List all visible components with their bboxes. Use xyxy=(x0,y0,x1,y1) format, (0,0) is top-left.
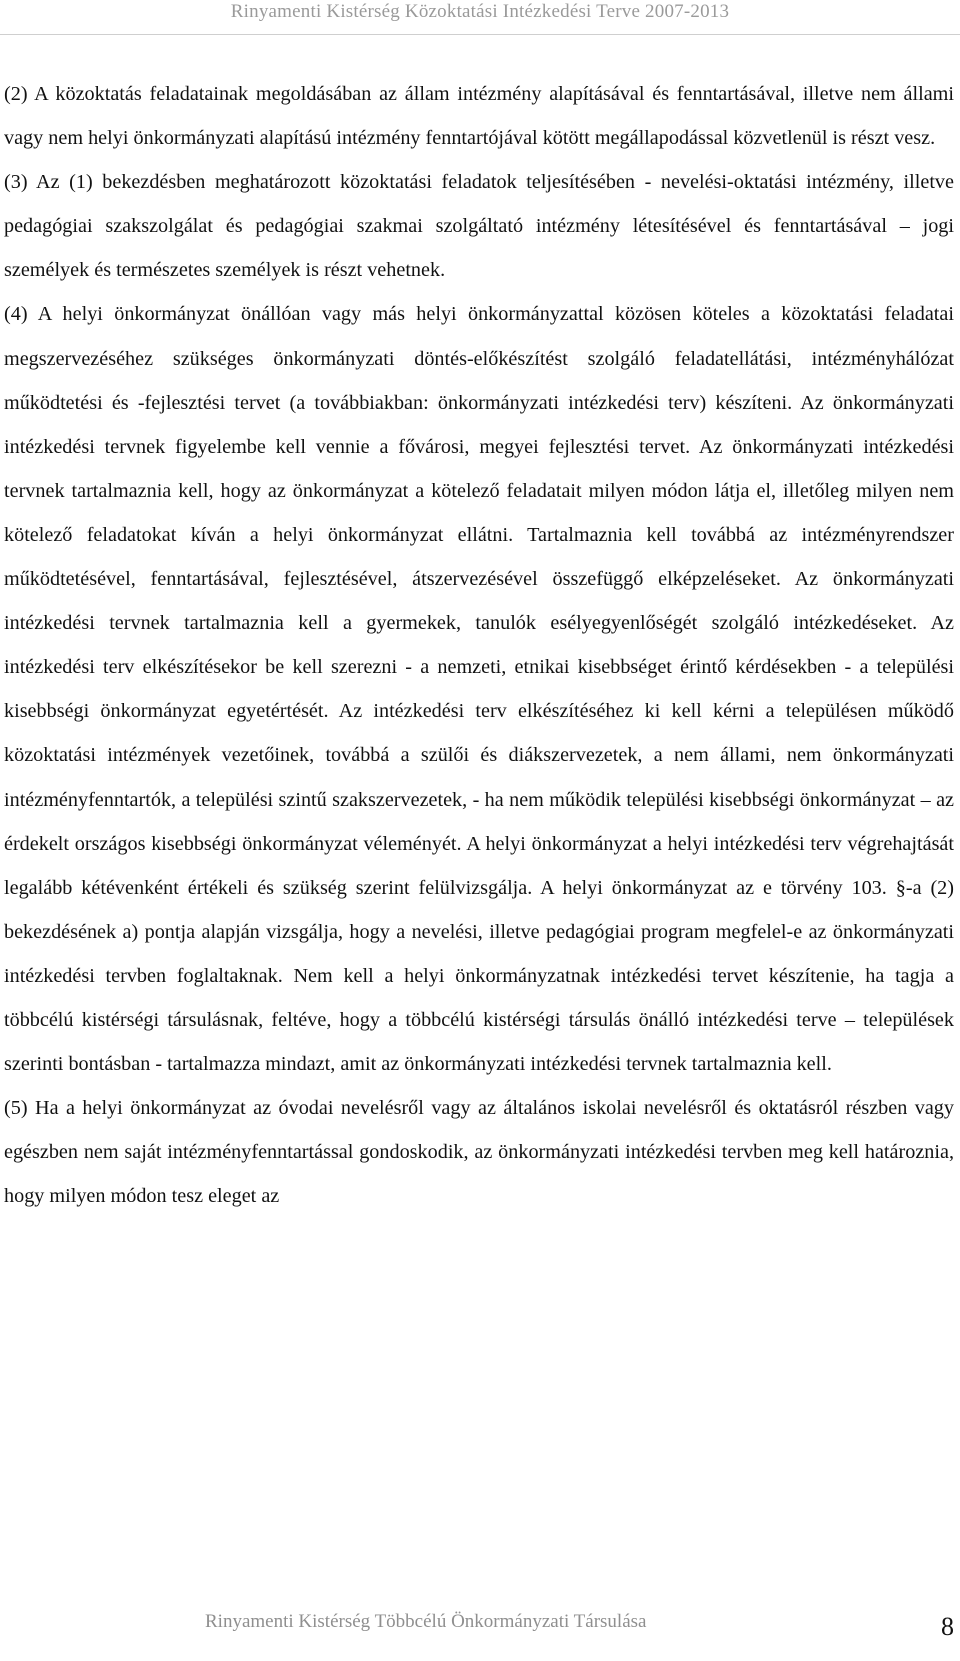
paragraph-5: (5) Ha a helyi önkormányzat az óvodai nevelésről vagy az általános iskolai nevelésről és oktatásról részben vagy egészben nem saját intézményfenntartással gondoskodik, az önkormányzati intézkedési tervben meg kell határoznia, hogy milyen módon tesz eleget az xyxy=(4,1097,954,1208)
page-number: 8 xyxy=(941,1612,954,1641)
header-title: Rinyamenti Kistérség Közoktatási Intézkedési Terve 2007-2013 xyxy=(230,1,730,22)
running-header xyxy=(0,0,960,34)
paragraph-3: (3) Az (1) bekezdésben meghatározott közoktatási feladatok teljesítésében - nevelési-oktatási intézmény, illetve pedagógiai szakszolgálat és pedagógiai szakmai szolgáltató intézmény létesítésével és fenntartásával – jogi személyek és természetes személyek is részt vehetnek. xyxy=(4,171,954,282)
paragraph-2: (2) A közoktatás feladatainak megoldásában az állam intézmény alapításával és fenntartásával, illetve nem állami vagy nem helyi önkormányzati alapítású intézmény fenntartójával kötött megállapodással közvetlenül is részt vesz. xyxy=(4,83,954,150)
footer-organization: Rinyamenti Kistérség Többcélú Önkormányzati Társulása xyxy=(205,1611,647,1632)
paragraph-4: (4) A helyi önkormányzat önállóan vagy más helyi önkormányzattal közösen köteles a közoktatási feladatai megszervezéséhez szükséges önkormányzati döntés-előkészítést szolgáló feladatellátási, intézményhálózat működtetési és -fejlesztési tervet (a továbbiakban: önkormányzati intézkedési terv) készíteni. Az önkormányzati intézkedési tervnek figyelembe kell vennie a fővárosi, megyei fejlesztési tervet. Az önkormányzati intézkedési tervnek tartalmaznia kell, hogy az önkormányzat a kötelező feladatait milyen módon látja el, illetőleg milyen nem kötelező feladatokat kíván a helyi önkormányzat ellátni. Tartalmaznia kell továbbá az intézményrendszer működtetésével, fenntartásával, fejlesztésével, átszervezésével összefüggő elképzeléseket. Az önkormányzati intézkedési tervnek tartalmaznia kell a gyermekek, tanulók esélyegyenlőségét szolgáló intézkedéseket. Az intézkedési terv elkészítésekor be kell szerezni - a nemzeti, etnikai kisebbséget érintő kérdésekben - a települési kisebbségi önkormányzat egyetértését. Az intézkedési terv elkészítéséhez ki kell kérni a településen működő közoktatási intézmények vezetőinek, továbbá a szülői és diákszervezetek, a nem állami, nem önkormányzati intézményfenntartók, a települési szintű szakszervezetek, - ha nem működik települési kisebbségi önkormányzat – az érdekelt országos kisebbségi önkormányzat véleményét. A helyi önkormányzat a helyi intézkedési terv végrehajtását legalább kétévenként értékeli és szükség szerint felülvizsgálja. A helyi önkormányzat az e törvény 103. §-a (2) bekezdésének a) pontja alapján vizsgálja, hogy a nevelési, illetve pedagógiai program megfelel-e az önkormányzati intézkedési tervben foglaltaknak. Nem kell a helyi önkormányzatnak intézkedési tervet készítenie, ha tagja a többcélú kistérségi társulásnak, feltéve, hogy a többcélú kistérségi társulás önálló intézkedési terve – települések szerinti bontásban - tartalmazza mindazt, amit az önkormányzati intézkedési tervnek tartalmaznia kell. xyxy=(4,303,954,1076)
page-footer xyxy=(0,1610,960,1650)
header-divider xyxy=(0,34,960,35)
document-body xyxy=(4,72,954,1218)
